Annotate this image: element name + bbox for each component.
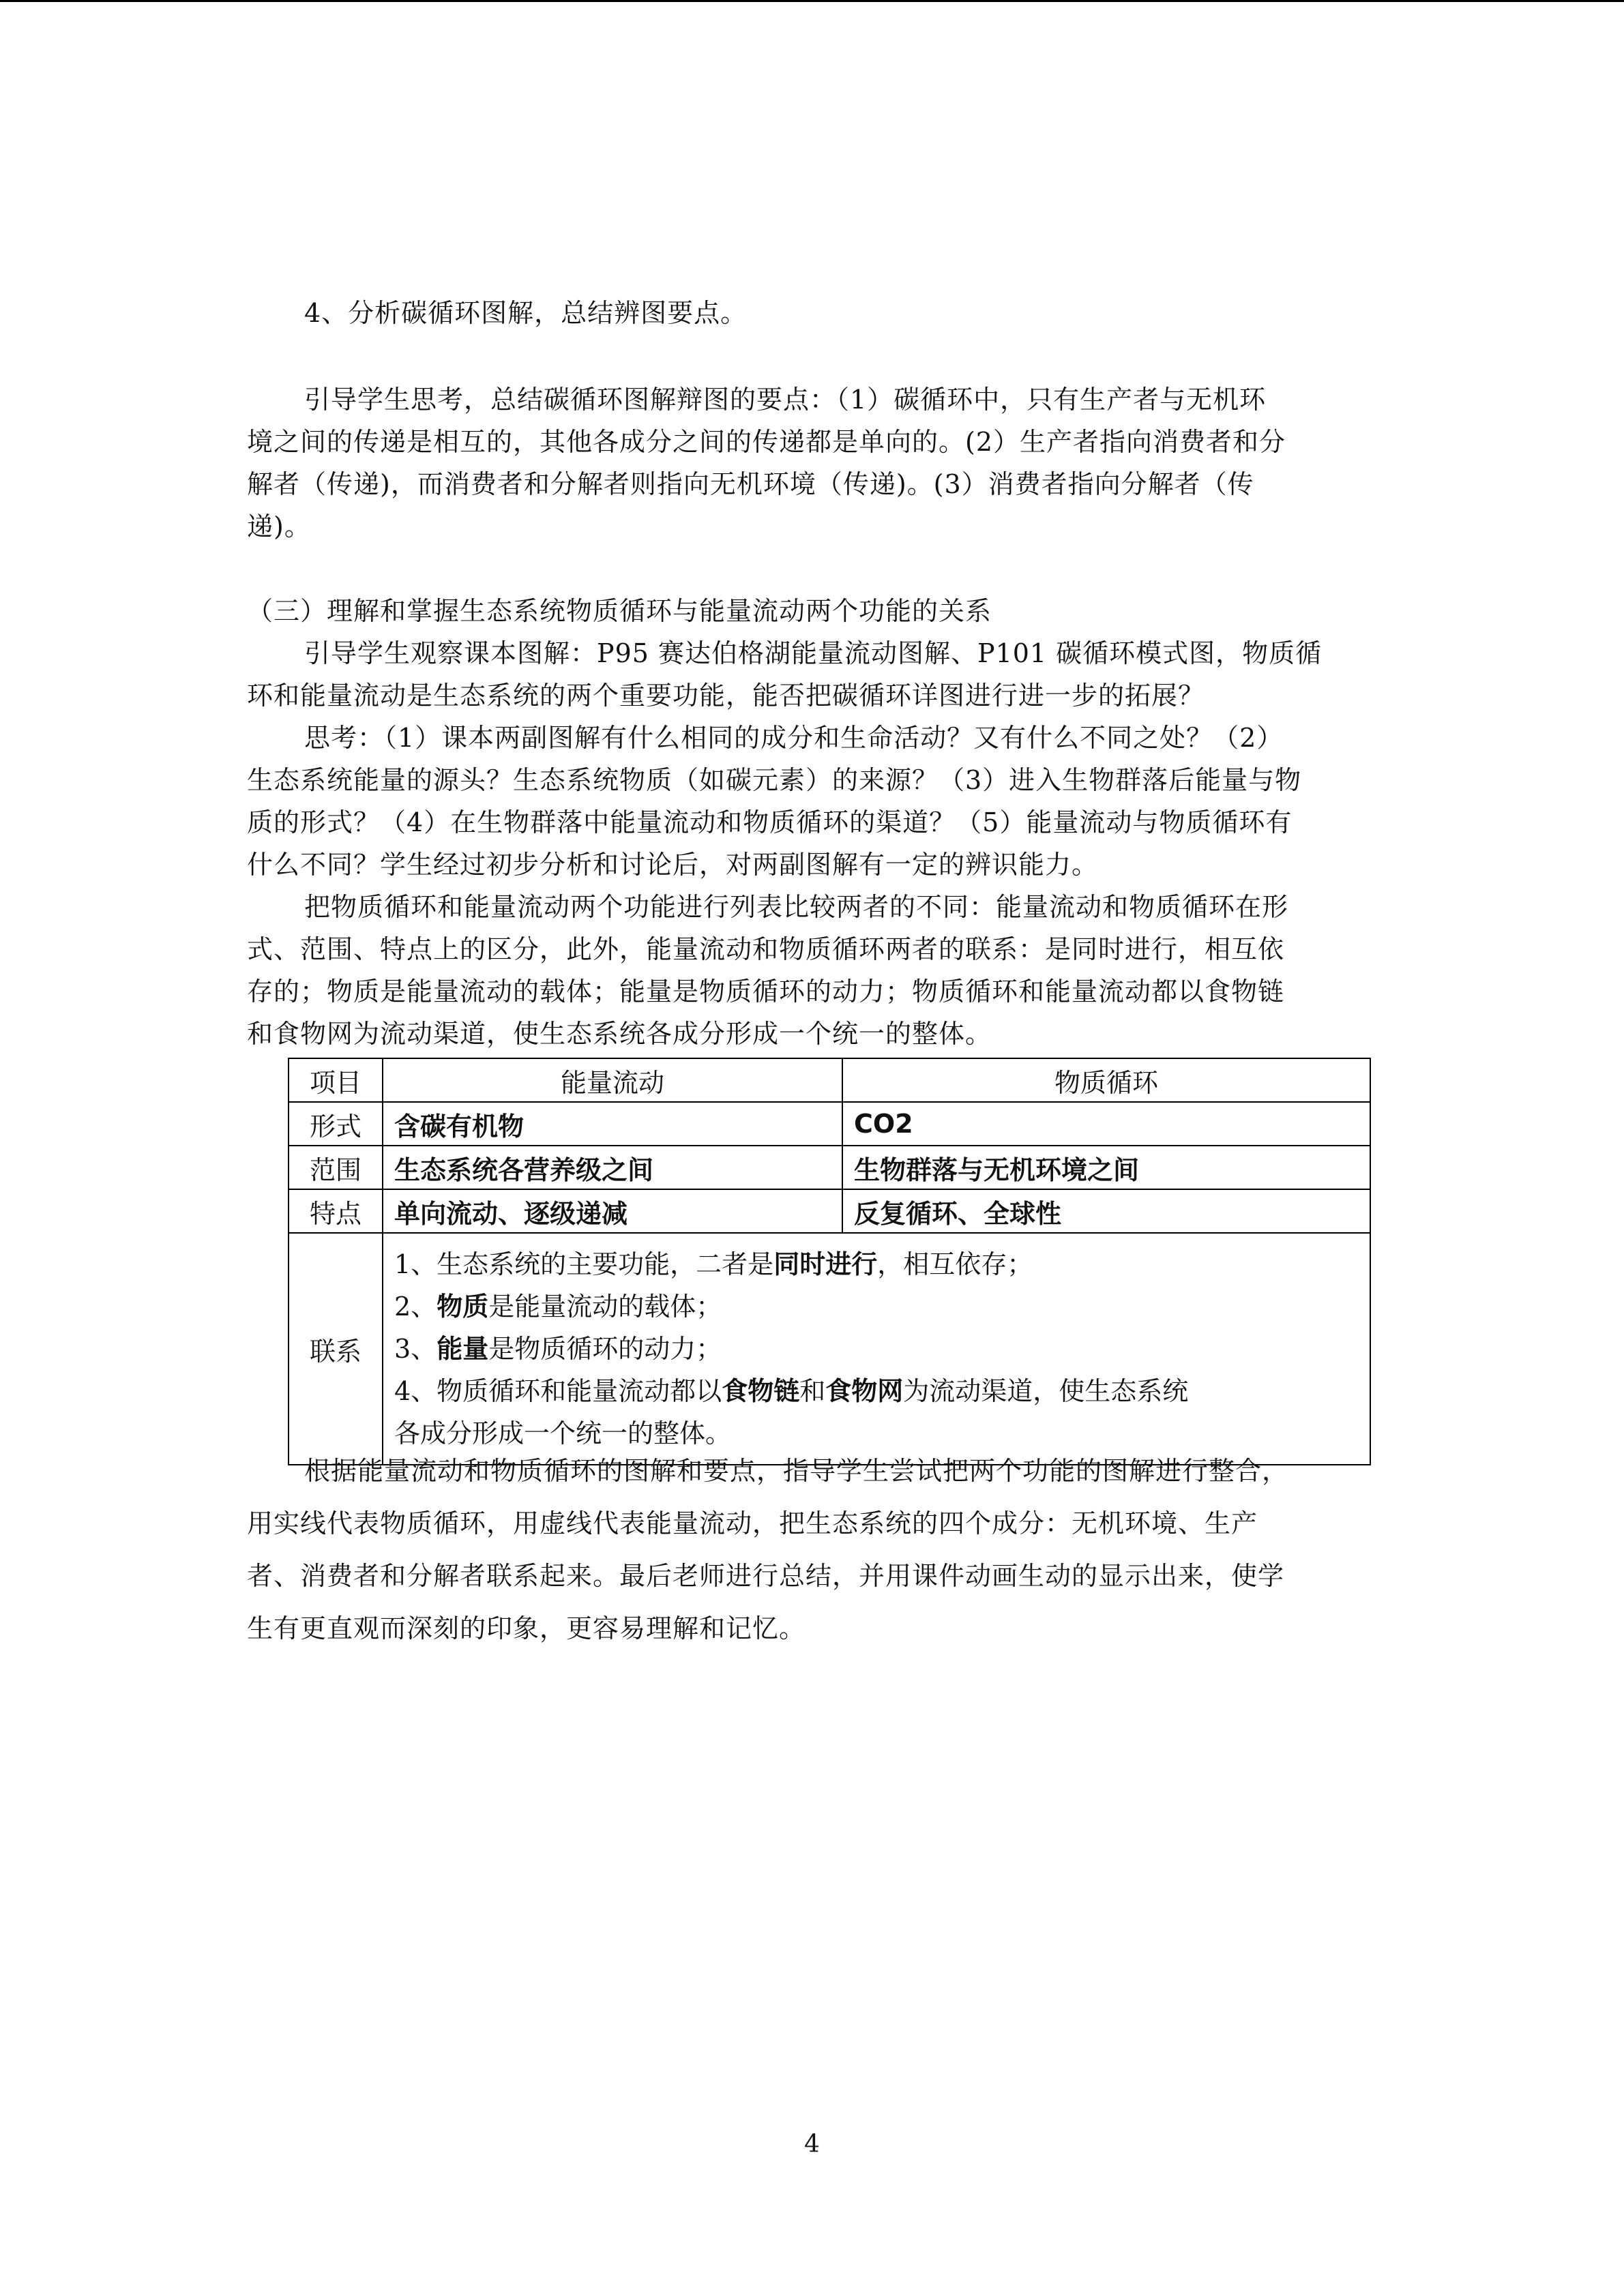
- section-3-para2-line: 生态系统能量的源头？生态系统物质（如碳元素）的来源？（3）进入生物群落后能量与物: [247, 765, 1302, 795]
- section-4-paragraph-line: 递)。: [247, 511, 311, 541]
- relation-text: 3、: [394, 1334, 437, 1364]
- energy-flow-cell: 单向流动、逐级递减: [383, 1189, 842, 1233]
- energy-flow-cell: 生态系统各营养级之间: [383, 1146, 842, 1189]
- relation-text: 4、物质循环和能量流动都以: [394, 1376, 722, 1406]
- row-label-cell: 形式: [289, 1102, 383, 1146]
- section-3-para3-line: 存的；物质是能量流动的载体；能量是物质循环的动力；物质循环和能量流动都以食物链: [247, 976, 1285, 1007]
- relation-text: 1、生态系统的主要功能，二者是: [394, 1249, 774, 1279]
- table-header-cell: 项目: [289, 1058, 383, 1102]
- relation-line-3: [394, 1328, 1359, 1370]
- relation-emphasis: 食物链: [722, 1376, 800, 1406]
- row-label-cell: 联系: [289, 1233, 383, 1465]
- table-row: [289, 1146, 1370, 1189]
- section-4-paragraph-line: 解者（传递)，而消费者和分解者则指向无机环境（传递)。(3）消费者指向分解者（传: [247, 469, 1254, 499]
- relation-text: 为流动渠道，使生态系统: [903, 1376, 1189, 1406]
- relation-line-5: 各成分形成一个统一的整体。: [394, 1418, 732, 1448]
- relation-text: 是能量流动的载体；: [488, 1292, 722, 1322]
- relation-emphasis: 同时进行: [773, 1249, 878, 1279]
- top-border-rule: [0, 0, 1624, 2]
- row-label-cell: 特点: [289, 1189, 383, 1233]
- comparison-table: [288, 1058, 1371, 1465]
- table-header-cell: 物质循环: [842, 1058, 1370, 1102]
- section-3-para2-line: 什么不同？学生经过初步分析和讨论后，对两副图解有一定的辨识能力。: [247, 850, 1099, 880]
- relations-cell: [383, 1233, 1370, 1465]
- page-number: 4: [804, 2130, 820, 2158]
- section-4-title: 4、分析碳循环图解，总结辨图要点。: [304, 298, 748, 328]
- energy-flow-cell: 含碳有机物: [383, 1102, 842, 1146]
- table-row: [289, 1189, 1370, 1233]
- relation-text: 2、: [394, 1292, 437, 1322]
- relation-text: 是物质循环的动力；: [488, 1334, 722, 1364]
- relation-text: ，相互依存；: [877, 1249, 1033, 1279]
- relation-emphasis: 食物网: [825, 1376, 904, 1406]
- closing-paragraph-line: 用实线代表物质循环，用虚线代表能量流动，把生态系统的四个成分：无机环境、生产: [247, 1508, 1258, 1538]
- relation-line-4: [394, 1370, 1359, 1412]
- table-row-relations: [289, 1233, 1370, 1465]
- row-label-cell: 范围: [289, 1146, 383, 1189]
- section-3-para3-line: 式、范围、特点上的区分，此外，能量流动和物质循环两者的联系：是同时进行，相互依: [247, 934, 1285, 964]
- section-3-para2-line: 思考：（1）课本两副图解有什么相同的成分和生命活动？又有什么不同之处？（2）: [304, 723, 1284, 753]
- section-3-para3-line: 把物质循环和能量流动两个功能进行列表比较两者的不同：能量流动和物质循环在形: [304, 892, 1289, 922]
- matter-cycle-cell: 反复循环、全球性: [842, 1189, 1370, 1233]
- matter-cycle-cell: 生物群落与无机环境之间: [842, 1146, 1370, 1189]
- section-3-para1-line: 引导学生观察课本图解：P95 赛达伯格湖能量流动图解、P101 碳循环模式图，物质循: [304, 638, 1323, 668]
- comparison-table-wrapper: [288, 1058, 1311, 1465]
- relation-line-1: [394, 1243, 1359, 1285]
- table-row: [289, 1102, 1370, 1146]
- closing-paragraph-line: 根据能量流动和物质循环的图解和要点，指导学生尝试把两个功能的图解进行整合，: [304, 1456, 1289, 1486]
- relation-emphasis: 物质: [437, 1292, 489, 1322]
- table-header-cell: 能量流动: [383, 1058, 842, 1102]
- section-3-para1-line: 环和能量流动是生态系统的两个重要功能，能否把碳循环详图进行进一步的拓展？: [247, 681, 1205, 711]
- section-4-paragraph-line: 引导学生思考，总结碳循环图解辩图的要点：（1）碳循环中，只有生产者与无机环: [304, 385, 1267, 415]
- relation-emphasis: 能量: [437, 1334, 489, 1364]
- matter-cycle-cell: CO2: [842, 1102, 1370, 1146]
- section-3-title: （三）理解和掌握生态系统物质循环与能量流动两个功能的关系: [247, 596, 992, 626]
- closing-paragraph-line: 生有更直观而深刻的印象，更容易理解和记忆。: [247, 1613, 806, 1643]
- section-4-paragraph-line: 境之间的传递是相互的，其他各成分之间的传递都是单向的。(2）生产者指向消费者和分: [247, 427, 1286, 457]
- relation-line-2: [394, 1285, 1359, 1328]
- closing-paragraph-line: 者、消费者和分解者联系起来。最后老师进行总结，并用课件动画生动的显示出来，使学: [247, 1561, 1285, 1591]
- section-3-para3-line: 和食物网为流动渠道，使生态系统各成分形成一个统一的整体。: [247, 1019, 992, 1049]
- relation-text: 和: [799, 1376, 826, 1406]
- section-3-para2-line: 质的形式？（4）在生物群落中能量流动和物质循环的渠道？（5）能量流动与物质循环有: [247, 807, 1293, 837]
- table-header-row: [289, 1058, 1370, 1102]
